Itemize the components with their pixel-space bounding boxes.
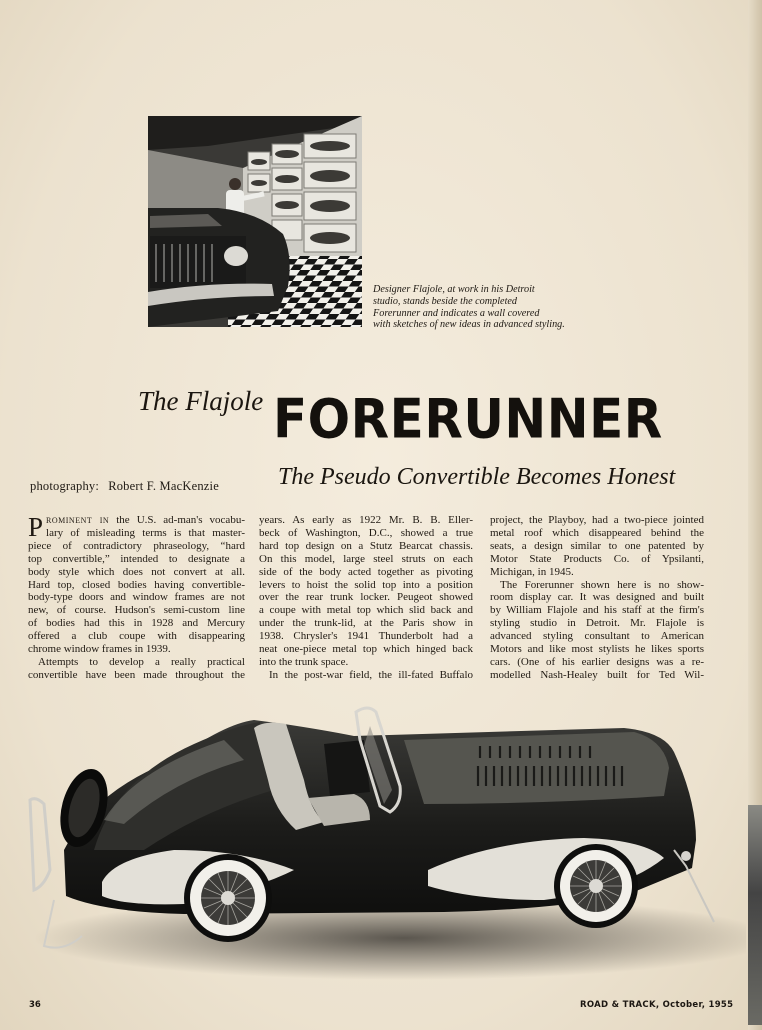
caption-line: studio, stands beside the completed	[373, 295, 518, 307]
article-line: piece of contradictory phraseology, “hard	[28, 539, 245, 552]
article-line: under the trunk-lid, at the Paris show in	[259, 617, 473, 630]
credit-label: photography:	[30, 479, 100, 493]
article-line: of bodies had this in 1928 and Mercury	[28, 617, 245, 630]
article-line: room display car. It was designed and built	[490, 591, 704, 604]
article-line: new, of course. Hudson's semi-custom line	[28, 604, 245, 617]
caption-line: Forerunner and indicates a wall covered	[373, 307, 540, 319]
lead-in: rominent in	[46, 514, 110, 526]
article-line: Hard top, closed bodies having convertible-	[28, 578, 245, 591]
article-line: side of the body acted together as pivoting	[259, 565, 473, 578]
article-line: body-type doors and window frames are not	[28, 591, 245, 604]
article-line: top convertible,” intended to designate a	[28, 552, 245, 565]
article-line: chrome window frames in 1939.	[28, 643, 171, 656]
article-line: The Forerunner shown here is no show-	[500, 578, 704, 591]
article-line: In the post-war field, the ill-fated Buffalo	[269, 668, 473, 681]
photo-caption	[373, 284, 613, 331]
article-line: years. As early as 1922 Mr. B. B. Eller-	[259, 514, 473, 526]
title-prefix: The Flajole	[138, 386, 264, 416]
article-line: On this model, large steel struts on each	[259, 552, 473, 565]
article-line: cars. (One of his earlier designs was a re-	[490, 655, 704, 668]
magazine-folio: ROAD & TRACK, October, 1955	[580, 1000, 734, 1010]
article-line: lary of misleading terms is that master-	[46, 526, 245, 539]
article-line: modelled Nash-Healey built for Ted Wil-	[490, 668, 704, 681]
page-number: 36	[29, 1000, 41, 1010]
article-line: offered a club coupe with disappearing	[28, 630, 245, 643]
article-line: over the rear trunk locker. Peugeot showed	[259, 591, 473, 604]
roadster-photo	[24, 700, 746, 982]
photo-credit	[30, 479, 219, 494]
article-line: advanced styling consultant to American	[490, 630, 704, 643]
article-column-3	[490, 514, 704, 682]
article-line: Michigan, in 1945.	[490, 565, 574, 578]
article-line: project, the Playboy, had a two-piece jointed	[490, 514, 704, 526]
drop-cap: P	[28, 512, 44, 542]
article-line: metal roof which disappeared behind the	[490, 526, 704, 539]
article-line: levers to hoist the solid top into a position	[259, 578, 473, 591]
caption-line: with sketches of new ideas in advanced styling.	[373, 319, 565, 331]
article-line: Motor State Products Co. of Ypsilanti,	[490, 552, 704, 565]
article-line: 1938. Chrysler's 1941 Thunderbolt had a	[259, 630, 473, 643]
article-line: into the trunk space.	[259, 655, 349, 668]
headline: FORERUNNER	[273, 388, 663, 451]
article-line: hard top design on a Stutz Bearcat chassis.	[259, 539, 473, 552]
article-line: beck of Washington, D.C., showed a true	[259, 526, 473, 539]
article-line: convertible have been made throughout the	[28, 668, 245, 681]
article-column-2	[259, 514, 473, 682]
article-line: neat one-piece metal top which hinged back	[259, 643, 473, 656]
caption-line: Designer Flajole, at work in his Detroit	[373, 284, 535, 295]
article-line: a coupe with metal top which slid back and	[259, 604, 473, 617]
article-line: by William Flajole and his staff at the firm's	[490, 604, 704, 617]
article-line: body style which does not convert at all.	[28, 565, 245, 578]
article-line: Motors and like most stylists he likes sports	[490, 643, 704, 656]
credit-name: Robert F. MacKenzie	[108, 479, 219, 493]
article-line: the U.S. ad-man's vocabu-	[109, 514, 245, 526]
studio-photo	[148, 116, 362, 327]
adjacent-page-strip	[748, 805, 762, 1025]
article-line: seats, a design similar to one patented by	[490, 539, 704, 552]
subtitle: The Pseudo Convertible Becomes Honest	[278, 464, 676, 490]
article-line: styling studio in Detroit. Mr. Flajole is	[490, 617, 704, 630]
article-column-1	[28, 514, 245, 682]
article-line: Attempts to develop a really practical	[38, 655, 245, 668]
